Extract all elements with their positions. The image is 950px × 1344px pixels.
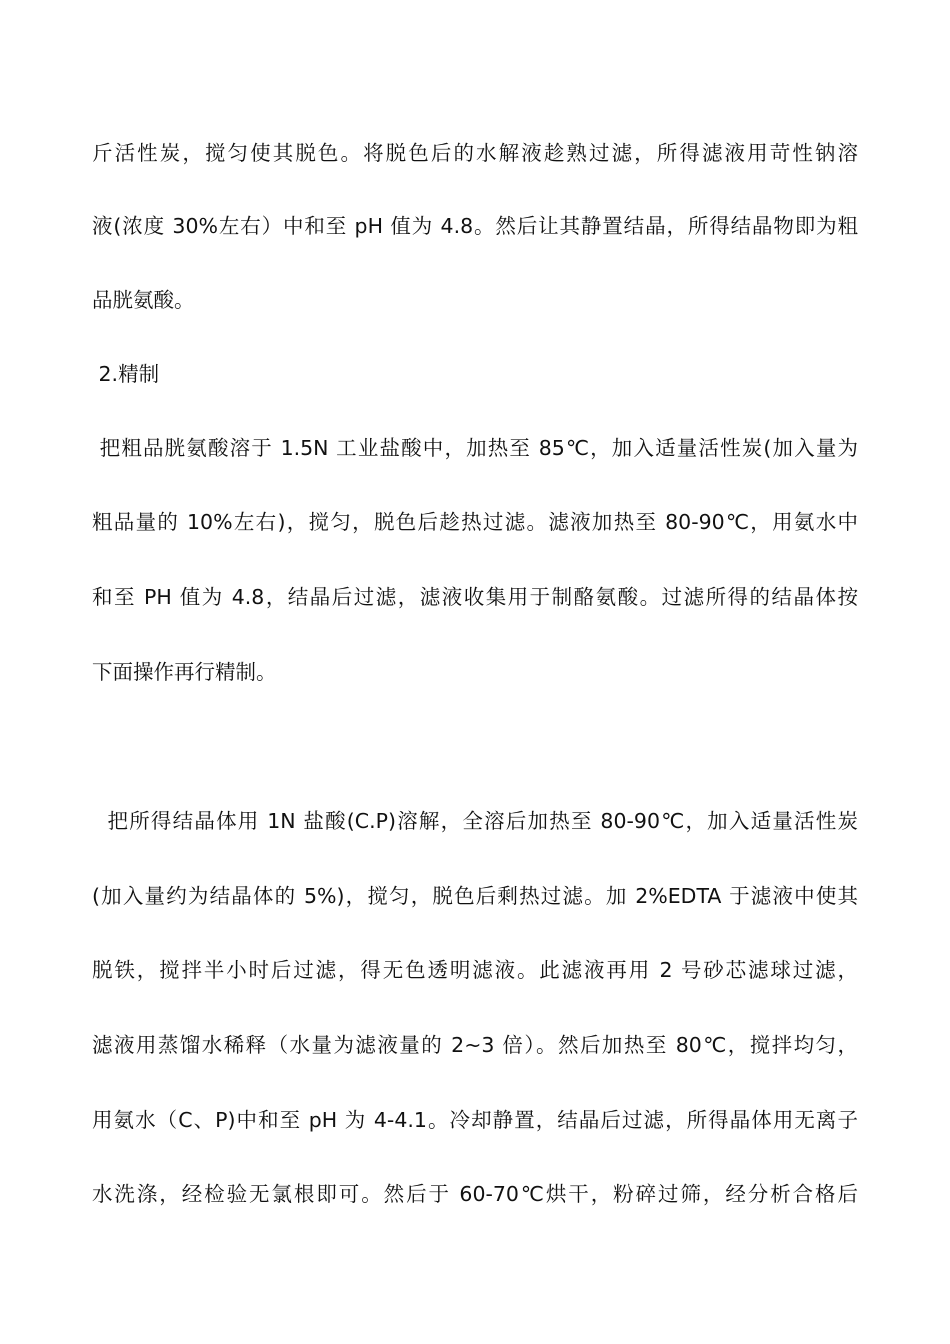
paragraph-refine-1-line-2: 粗品量的 10%左右)，搅匀，脱色后趁热过滤。滤液加热至 80-90℃，用氨水中: [92, 510, 858, 534]
paragraph-refine-2-line-2: (加入量约为结晶体的 5%)，搅匀，脱色后剩热过滤。加 2%EDTA 于滤液中使其: [92, 884, 858, 908]
section-heading-refine: 2.精制: [92, 362, 160, 386]
paragraph-crude-line-2: 液(浓度 30%左右）中和至 pH 值为 4.8。然后让其静置结晶，所得结晶物即为粗: [92, 214, 858, 238]
paragraph-refine-2-line-6: 水洗涤，经检验无氯根即可。然后于 60-70℃烘干，粉碎过筛，经分析合格后: [92, 1182, 858, 1206]
paragraph-refine-2-line-1: 把所得结晶体用 1N 盐酸(C.P)溶解，全溶后加热至 80-90℃，加入适量活性炭: [92, 809, 858, 833]
paragraph-refine-1-line-1: 把粗品胱氨酸溶于 1.5N 工业盐酸中，加热至 85℃，加入适量活性炭(加入量为: [92, 436, 858, 460]
paragraph-crude-line-3: 品胱氨酸。: [92, 288, 195, 312]
paragraph-crude-line-1: 斤活性炭，搅匀使其脱色。将脱色后的水解液趁熟过滤，所得滤液用苛性钠溶: [92, 141, 858, 165]
paragraph-refine-2-line-4: 滤液用蒸馏水稀释（水量为滤液量的 2~3 倍）。然后加热至 80℃，搅拌均匀，: [92, 1033, 858, 1057]
paragraph-refine-2-line-5: 用氨水（C、P)中和至 pH 为 4-4.1。冷却静置，结晶后过滤，所得晶体用无离子: [92, 1108, 858, 1132]
paragraph-refine-2-line-3: 脱铁，搅拌半小时后过滤，得无色透明滤液。此滤液再用 2 号砂芯滤球过滤，: [92, 958, 858, 982]
paragraph-refine-1-line-3: 和至 PH 值为 4.8，结晶后过滤，滤液收集用于制酪氨酸。过滤所得的结晶体按: [92, 585, 858, 609]
paragraph-refine-1-line-4: 下面操作再行精制。: [92, 660, 277, 684]
